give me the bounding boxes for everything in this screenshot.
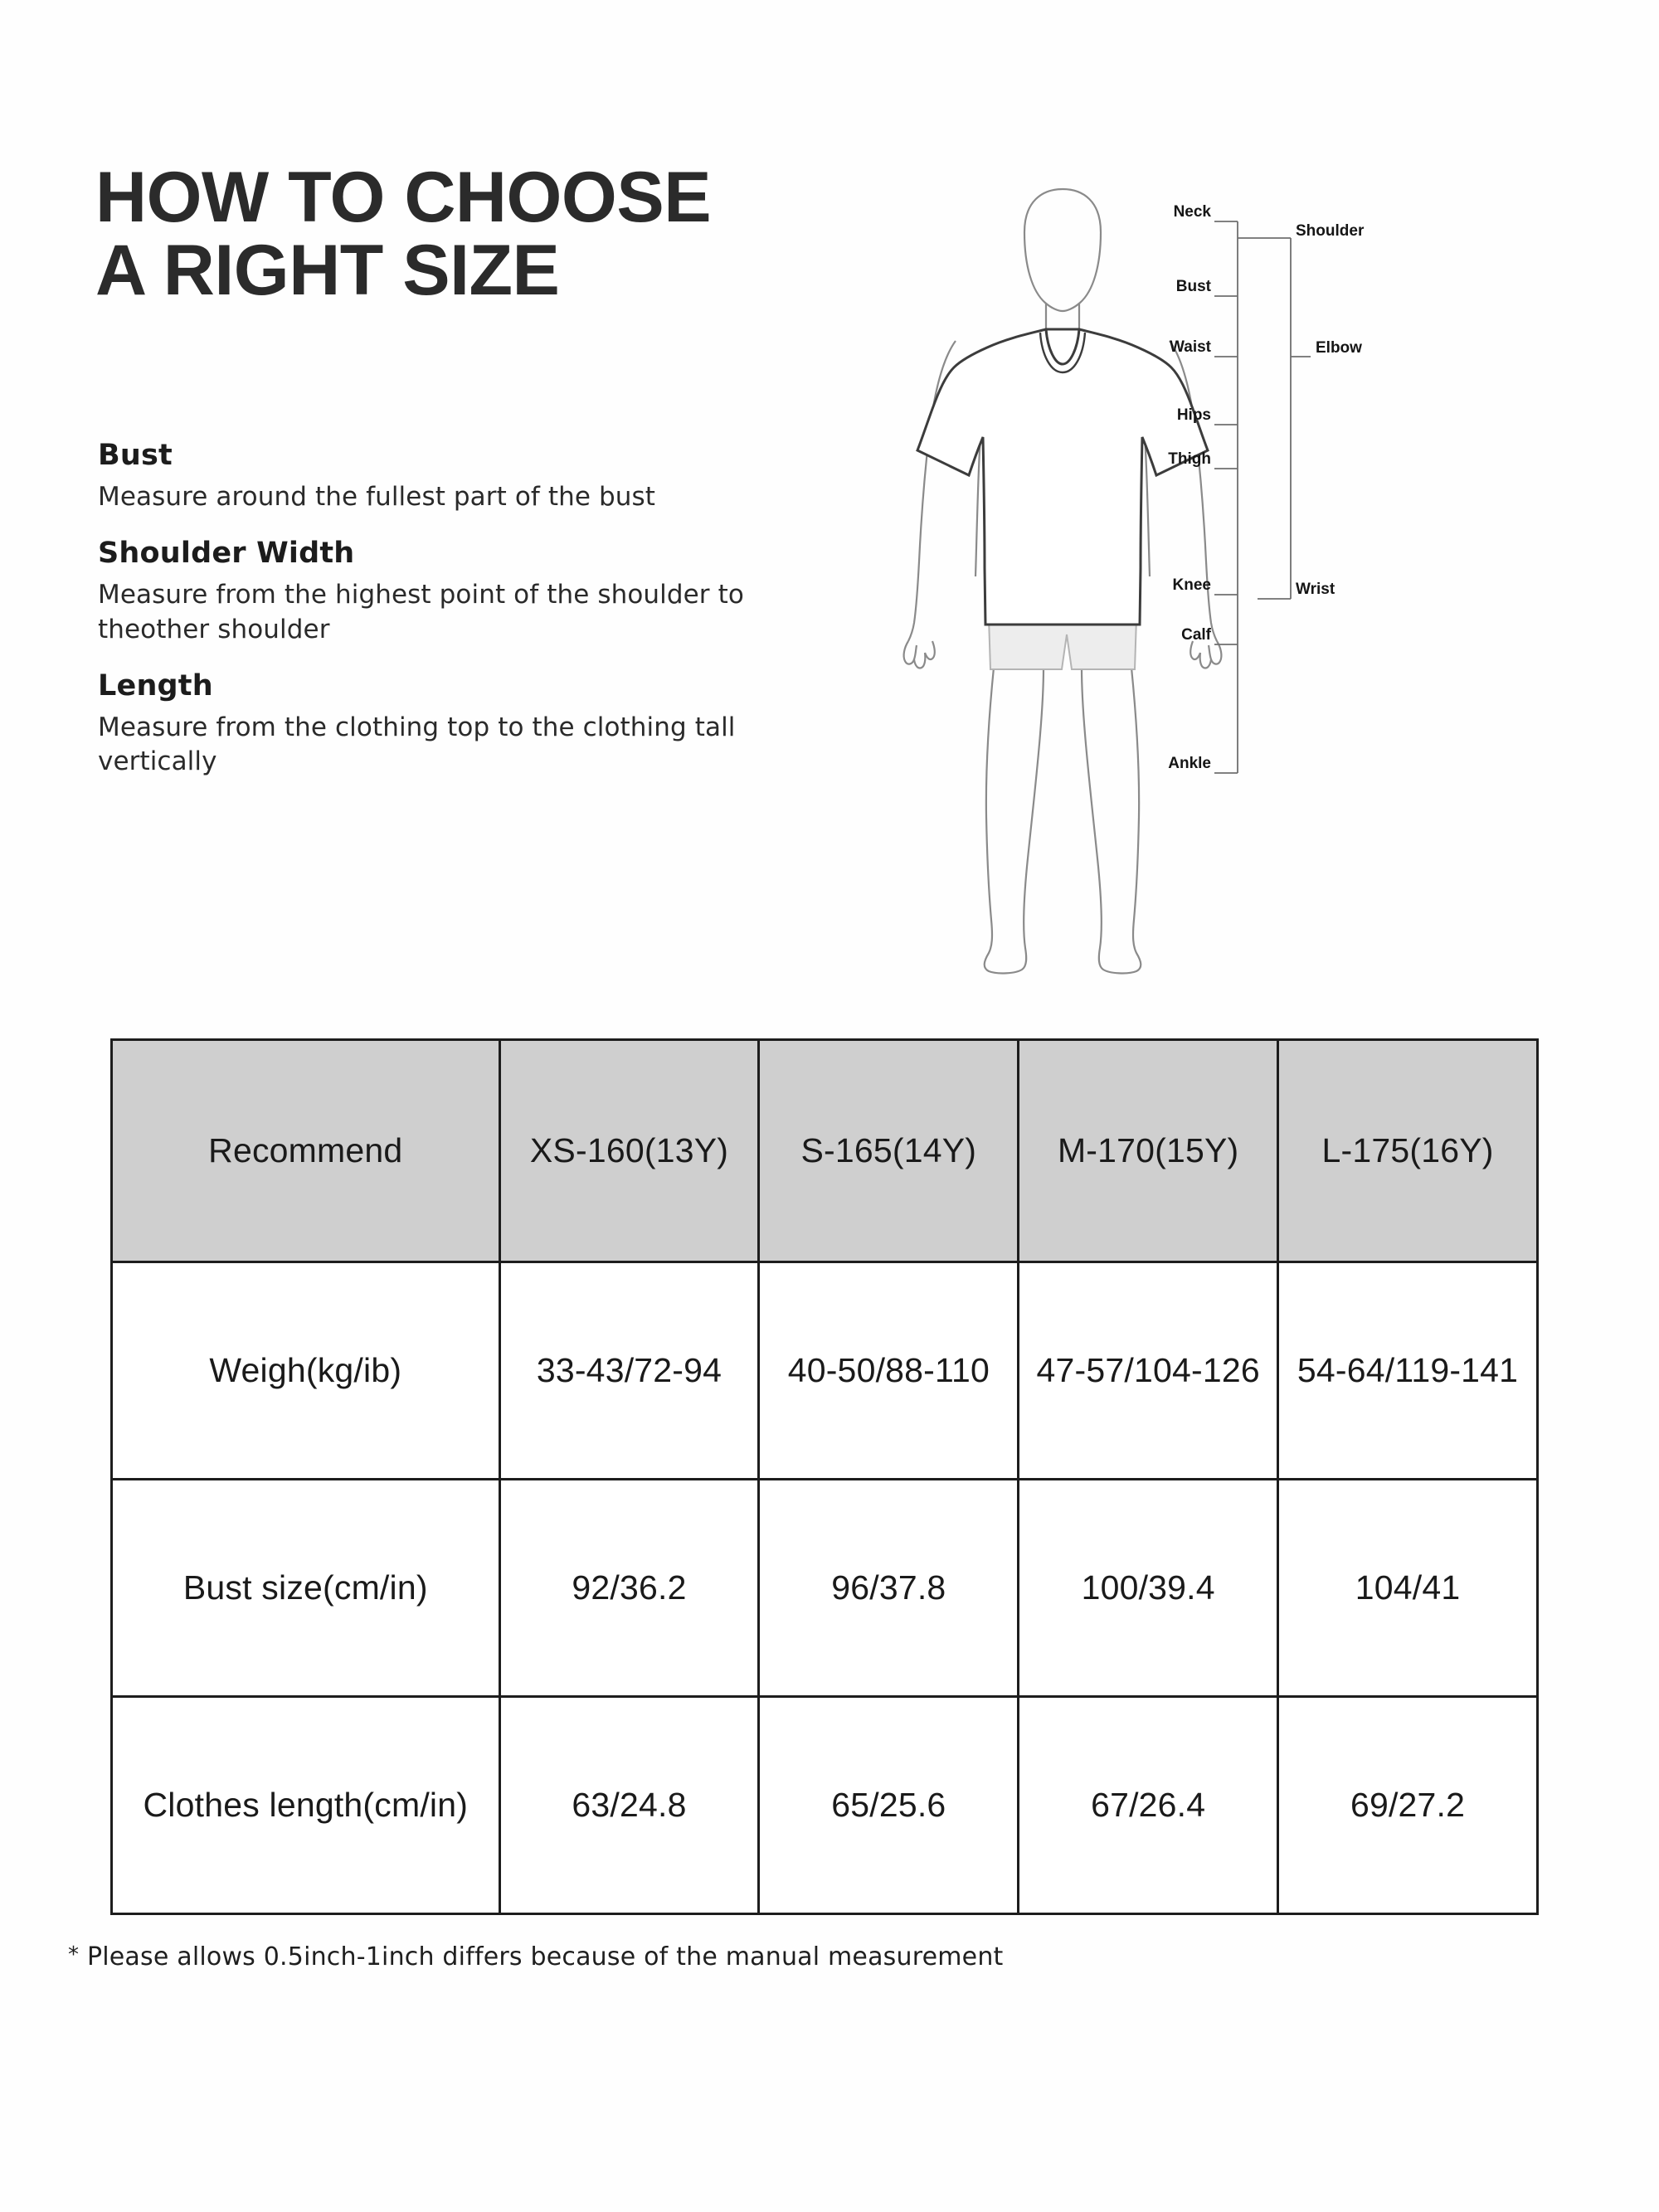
cell-weight-xs: 33-43/72-94 <box>499 1262 759 1480</box>
right-leg-outline <box>1082 668 1141 973</box>
cell-length-m: 67/26.4 <box>1019 1697 1278 1914</box>
table-row <box>112 1480 1538 1697</box>
measurement-item-length <box>98 668 778 780</box>
left-leg-outline <box>985 668 1044 973</box>
label-waist: Waist <box>1170 338 1211 356</box>
label-hips: Hips <box>1176 406 1211 424</box>
label-shoulder: Shoulder <box>1296 222 1365 240</box>
table-header-recommend: Recommend <box>112 1040 500 1262</box>
label-neck: Neck <box>1173 203 1211 221</box>
cell-bust-m: 100/39.4 <box>1019 1480 1278 1697</box>
size-chart-table <box>110 1038 1539 1915</box>
cell-weight-l: 54-64/119-141 <box>1278 1262 1538 1480</box>
measurement-disclaimer-text: Please allows 0.5inch-1inch differs because of the manual measurement <box>86 1942 1004 1971</box>
page-title-line-1: HOW TO CHOOSE <box>95 158 712 237</box>
label-wrist: Wrist <box>1296 581 1335 598</box>
label-knee: Knee <box>1172 576 1211 594</box>
table-header-row <box>112 1040 1538 1262</box>
table-header-size-s: S-165(14Y) <box>759 1040 1019 1262</box>
cell-weight-m: 47-57/104-126 <box>1019 1262 1278 1480</box>
table-row <box>112 1697 1538 1914</box>
measurement-instructions <box>98 438 778 780</box>
measurement-description-bust: Measure around the fullest part of the bust <box>98 481 656 512</box>
callout-lines <box>1214 221 1311 773</box>
measurement-item-shoulder-width <box>98 536 778 647</box>
table-header-size-l: L-175(16Y) <box>1278 1040 1538 1262</box>
table-header-size-m: M-170(15Y) <box>1019 1040 1278 1262</box>
row-label-bust-size: Bust size(cm/in) <box>112 1480 500 1697</box>
table-header-size-xs: XS-160(13Y) <box>499 1040 759 1262</box>
callout-labels <box>1168 203 1365 772</box>
label-bust: Bust <box>1175 278 1211 295</box>
body-measurement-diagram <box>863 187 1377 975</box>
left-hand-outline <box>904 641 935 668</box>
page-title-line-2: A RIGHT SIZE <box>95 230 560 310</box>
cell-bust-l: 104/41 <box>1278 1480 1538 1697</box>
asterisk-icon: * <box>68 1942 80 1967</box>
measurement-heading-length: Length <box>98 669 213 703</box>
row-label-clothes-length: Clothes length(cm/in) <box>112 1697 500 1914</box>
measurement-disclaimer <box>68 1941 1004 1973</box>
cell-length-xs: 63/24.8 <box>499 1697 759 1914</box>
measurement-item-bust <box>98 438 778 514</box>
cell-length-s: 65/25.6 <box>759 1697 1019 1914</box>
head-shape <box>1024 189 1101 311</box>
label-calf: Calf <box>1181 626 1211 644</box>
measurement-description-shoulder-width: Measure from the highest point of the shoulder to theother shoulder <box>98 580 744 644</box>
measurement-heading-bust: Bust <box>98 439 173 472</box>
label-thigh: Thigh <box>1168 450 1211 468</box>
tshirt-illustration <box>917 329 1208 625</box>
row-label-weight: Weigh(kg/ib) <box>112 1262 500 1480</box>
label-ankle: Ankle <box>1168 755 1211 772</box>
label-elbow: Elbow <box>1316 339 1362 357</box>
cell-bust-xs: 92/36.2 <box>499 1480 759 1697</box>
page-title <box>95 158 842 310</box>
measurement-heading-shoulder-width: Shoulder Width <box>98 537 355 571</box>
cell-length-l: 69/27.2 <box>1278 1697 1538 1914</box>
measurement-description-length: Measure from the clothing top to the clothing tall vertically <box>98 712 736 777</box>
cell-weight-s: 40-50/88-110 <box>759 1262 1019 1480</box>
cell-bust-s: 96/37.8 <box>759 1480 1019 1697</box>
table-row <box>112 1262 1538 1480</box>
